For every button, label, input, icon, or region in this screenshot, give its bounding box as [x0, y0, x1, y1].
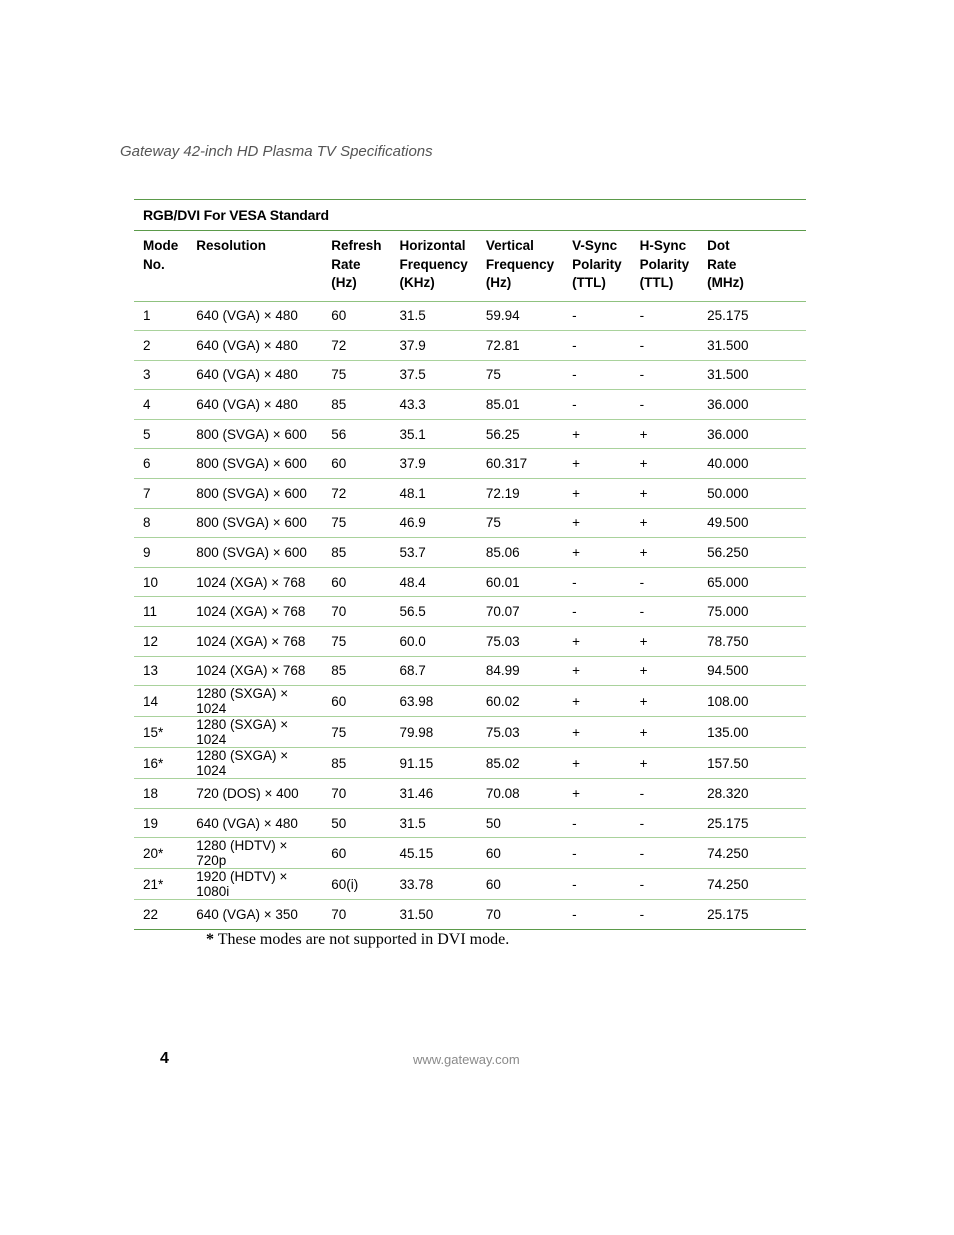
table-header-row [134, 231, 806, 302]
table-cell: 46.9 [391, 508, 477, 538]
table-cell: 36.000 [698, 390, 806, 420]
table-cell: 75 [477, 508, 563, 538]
table-cell: 11 [134, 597, 187, 627]
table-cell: - [631, 301, 699, 331]
table-row [134, 390, 806, 420]
table-cell: 78.750 [698, 627, 806, 657]
website-url: www.gateway.com [413, 1052, 520, 1067]
table-row [134, 838, 806, 869]
table-cell: 2 [134, 331, 187, 361]
table-cell: 85.02 [477, 748, 563, 779]
table-cell: 8 [134, 508, 187, 538]
table-cell: 70 [477, 900, 563, 930]
table-cell: 49.500 [698, 508, 806, 538]
table-cell: - [631, 567, 699, 597]
table-cell: - [631, 779, 699, 809]
table-row [134, 360, 806, 390]
table-cell: 640 (VGA) × 480 [187, 301, 322, 331]
column-header-line: No. [143, 256, 165, 272]
table-cell: - [631, 869, 699, 900]
column-header [187, 231, 322, 302]
table-cell: 72 [322, 479, 390, 509]
table-cell: + [631, 538, 699, 568]
table-cell: 157.50 [698, 748, 806, 779]
table-cell: 43.3 [391, 390, 477, 420]
table-cell: 60 [322, 838, 390, 869]
table-cell: 1 [134, 301, 187, 331]
table-cell: 60 [322, 301, 390, 331]
table-cell: - [563, 390, 631, 420]
table-cell: 75.03 [477, 717, 563, 748]
table-cell: + [563, 508, 631, 538]
table-cell: 85 [322, 656, 390, 686]
table-row [134, 717, 806, 748]
table-cell: 56.250 [698, 538, 806, 568]
footnote-marker: * [206, 931, 214, 948]
table-cell: + [563, 419, 631, 449]
table-cell: 60 [322, 449, 390, 479]
table-cell: 1280 (SXGA) × 1024 [187, 686, 322, 717]
column-header-line: Polarity [639, 256, 690, 272]
column-header-line: (Hz) [485, 275, 512, 290]
table-cell: + [563, 686, 631, 717]
table-cell: 22 [134, 900, 187, 930]
table-cell: 31.50 [391, 900, 477, 930]
table-cell: - [563, 808, 631, 838]
table-cell: 800 (SVGA) × 600 [187, 449, 322, 479]
footnote-text: These modes are not supported in DVI mode. [214, 931, 510, 948]
table-cell: - [631, 360, 699, 390]
table-cell: - [563, 331, 631, 361]
table-cell: 60.317 [477, 449, 563, 479]
column-header-line: Resolution [196, 238, 266, 253]
table-cell: + [631, 479, 699, 509]
table-cell: 640 (VGA) × 350 [187, 900, 322, 930]
table-row [134, 779, 806, 809]
table-cell: 37.9 [391, 331, 477, 361]
table-cell: 7 [134, 479, 187, 509]
table-cell: 72 [322, 331, 390, 361]
table-cell: 91.15 [391, 748, 477, 779]
table-cell: 108.00 [698, 686, 806, 717]
table-cell: 75.03 [477, 627, 563, 657]
table-row [134, 301, 806, 331]
table-cell: 1920 (HDTV) × 1080i [187, 869, 322, 900]
table-row [134, 686, 806, 717]
column-header-line: (Hz) [331, 275, 357, 290]
column-header-line: Frequency [485, 256, 555, 272]
table-cell: 45.15 [391, 838, 477, 869]
column-header [322, 231, 390, 302]
table-cell: 31.500 [698, 331, 806, 361]
table-cell: - [631, 900, 699, 930]
table-cell: 720 (DOS) × 400 [187, 779, 322, 809]
column-header [631, 231, 699, 302]
table-cell: 60 [477, 869, 563, 900]
table-cell: 640 (VGA) × 480 [187, 808, 322, 838]
table-cell: + [563, 538, 631, 568]
table-cell: 85 [322, 390, 390, 420]
table-cell: 25.175 [698, 900, 806, 930]
table-cell: 60.02 [477, 686, 563, 717]
table-cell: 72.81 [477, 331, 563, 361]
table-cell: 35.1 [391, 419, 477, 449]
column-header-line: Horizontal [399, 238, 466, 253]
table-cell: + [563, 748, 631, 779]
table-cell: 9 [134, 538, 187, 568]
table-cell: 21* [134, 869, 187, 900]
table-cell: 1024 (XGA) × 768 [187, 597, 322, 627]
table-cell: 18 [134, 779, 187, 809]
column-header [391, 231, 477, 302]
table-cell: 74.250 [698, 869, 806, 900]
column-header-line: Refresh [331, 238, 382, 253]
table-cell: 33.78 [391, 869, 477, 900]
table-cell: 1280 (HDTV) × 720p [187, 838, 322, 869]
table-cell: 640 (VGA) × 480 [187, 360, 322, 390]
table-cell: 37.5 [391, 360, 477, 390]
table-cell: 60.01 [477, 567, 563, 597]
table-title: RGB/DVI For VESA Standard [134, 200, 806, 231]
table-cell: - [563, 869, 631, 900]
table-cell: - [631, 808, 699, 838]
table-row [134, 508, 806, 538]
vesa-spec-table [134, 199, 806, 930]
table-cell: 640 (VGA) × 480 [187, 331, 322, 361]
column-header-line: (MHz) [707, 275, 744, 290]
table-cell: 640 (VGA) × 480 [187, 390, 322, 420]
table-cell: 56.5 [391, 597, 477, 627]
table-body [134, 301, 806, 930]
table-cell: - [563, 360, 631, 390]
table-cell: 53.7 [391, 538, 477, 568]
table-cell: + [631, 508, 699, 538]
table-cell: + [631, 717, 699, 748]
table-cell: + [563, 779, 631, 809]
table-cell: 70.08 [477, 779, 563, 809]
table-cell: 59.94 [477, 301, 563, 331]
footnote [206, 931, 509, 949]
table-cell: 12 [134, 627, 187, 657]
table-cell: 16* [134, 748, 187, 779]
table-cell: 19 [134, 808, 187, 838]
column-header-line: Polarity [572, 256, 622, 272]
table-cell: + [631, 656, 699, 686]
table-cell: 15* [134, 717, 187, 748]
table-cell: 1024 (XGA) × 768 [187, 627, 322, 657]
table-row [134, 748, 806, 779]
table-cell: 31.5 [391, 301, 477, 331]
table-cell: + [631, 627, 699, 657]
table-cell: 63.98 [391, 686, 477, 717]
table-cell: 70 [322, 779, 390, 809]
table-cell: + [563, 627, 631, 657]
table-cell: + [631, 686, 699, 717]
table-cell: + [563, 449, 631, 479]
table-cell: - [563, 900, 631, 930]
table-cell: 68.7 [391, 656, 477, 686]
table-cell: 28.320 [698, 779, 806, 809]
table-cell: 56.25 [477, 419, 563, 449]
table-cell: 800 (SVGA) × 600 [187, 508, 322, 538]
column-header-line: V-Sync [572, 238, 618, 253]
table-row [134, 627, 806, 657]
table-row [134, 567, 806, 597]
column-header-line: Frequency [399, 256, 468, 272]
table-cell: 25.175 [698, 301, 806, 331]
table-row [134, 597, 806, 627]
column-header-line: Mode [143, 238, 179, 253]
table-cell: 20* [134, 838, 187, 869]
table-cell: 1280 (SXGA) × 1024 [187, 748, 322, 779]
table-cell: 75 [322, 360, 390, 390]
column-header [477, 231, 563, 302]
table-cell: 75.000 [698, 597, 806, 627]
table-cell: + [631, 449, 699, 479]
table-cell: 50.000 [698, 479, 806, 509]
table-cell: 1024 (XGA) × 768 [187, 656, 322, 686]
table-cell: 56 [322, 419, 390, 449]
table-cell: - [631, 597, 699, 627]
table-row [134, 479, 806, 509]
table-cell: 10 [134, 567, 187, 597]
table-cell: 31.46 [391, 779, 477, 809]
table-cell: 60 [477, 838, 563, 869]
table-cell: 37.9 [391, 449, 477, 479]
table-cell: 60 [322, 686, 390, 717]
table-cell: + [563, 656, 631, 686]
column-header-line: (KHz) [399, 275, 435, 290]
table-cell: - [563, 567, 631, 597]
table-cell: - [631, 390, 699, 420]
table-cell: 60(i) [322, 869, 390, 900]
table-cell: 5 [134, 419, 187, 449]
table-cell: - [563, 838, 631, 869]
table-cell: 50 [477, 808, 563, 838]
table-cell: 40.000 [698, 449, 806, 479]
table-cell: 70 [322, 597, 390, 627]
table-cell: 14 [134, 686, 187, 717]
table-cell: - [631, 331, 699, 361]
column-header-line: Rate [707, 256, 737, 272]
table-cell: 79.98 [391, 717, 477, 748]
table-cell: 85 [322, 748, 390, 779]
table-row [134, 869, 806, 900]
table-cell: 72.19 [477, 479, 563, 509]
table-cell: 800 (SVGA) × 600 [187, 479, 322, 509]
table-cell: 4 [134, 390, 187, 420]
table-cell: 25.175 [698, 808, 806, 838]
table-cell: 75 [477, 360, 563, 390]
table-cell: 85 [322, 538, 390, 568]
column-header [134, 231, 187, 302]
table-cell: 84.99 [477, 656, 563, 686]
table-cell: 60.0 [391, 627, 477, 657]
page-number: 4 [160, 1050, 169, 1067]
table-cell: - [563, 597, 631, 627]
column-header-line: (TTL) [639, 275, 674, 290]
table-cell: 70 [322, 900, 390, 930]
table-cell: - [631, 838, 699, 869]
table-title-row [134, 200, 806, 231]
table-cell: + [563, 717, 631, 748]
table-cell: 6 [134, 449, 187, 479]
table-cell: 75 [322, 508, 390, 538]
table-cell: 48.4 [391, 567, 477, 597]
table-row [134, 449, 806, 479]
table-cell: 74.250 [698, 838, 806, 869]
table-cell: 13 [134, 656, 187, 686]
table-cell: 31.5 [391, 808, 477, 838]
table-cell: 31.500 [698, 360, 806, 390]
table-cell: 3 [134, 360, 187, 390]
table-cell: 65.000 [698, 567, 806, 597]
table-row [134, 419, 806, 449]
running-header: Gateway 42-inch HD Plasma TV Specifications [120, 143, 433, 160]
column-header-line: (TTL) [572, 275, 606, 290]
table-cell: 800 (SVGA) × 600 [187, 419, 322, 449]
table-cell: 1280 (SXGA) × 1024 [187, 717, 322, 748]
table-cell: 85.06 [477, 538, 563, 568]
table-cell: 50 [322, 808, 390, 838]
table-cell: 70.07 [477, 597, 563, 627]
column-header [563, 231, 631, 302]
table-cell: 135.00 [698, 717, 806, 748]
table-cell: 48.1 [391, 479, 477, 509]
table-cell: 800 (SVGA) × 600 [187, 538, 322, 568]
column-header-line: Rate [331, 256, 361, 272]
column-header [698, 231, 806, 302]
table-cell: - [563, 301, 631, 331]
table-cell: + [631, 748, 699, 779]
table-cell: 94.500 [698, 656, 806, 686]
table-cell: 85.01 [477, 390, 563, 420]
table-row [134, 808, 806, 838]
table-cell: 60 [322, 567, 390, 597]
table-row [134, 538, 806, 568]
table-cell: + [563, 479, 631, 509]
column-header-line: Dot [707, 238, 730, 253]
table-cell: 75 [322, 627, 390, 657]
table-row [134, 331, 806, 361]
table-cell: 1024 (XGA) × 768 [187, 567, 322, 597]
column-header-line: H-Sync [639, 238, 687, 253]
table-row [134, 656, 806, 686]
table-cell: 36.000 [698, 419, 806, 449]
table-row [134, 900, 806, 930]
table-cell: + [631, 419, 699, 449]
table-cell: 75 [322, 717, 390, 748]
column-header-line: Vertical [485, 238, 534, 253]
